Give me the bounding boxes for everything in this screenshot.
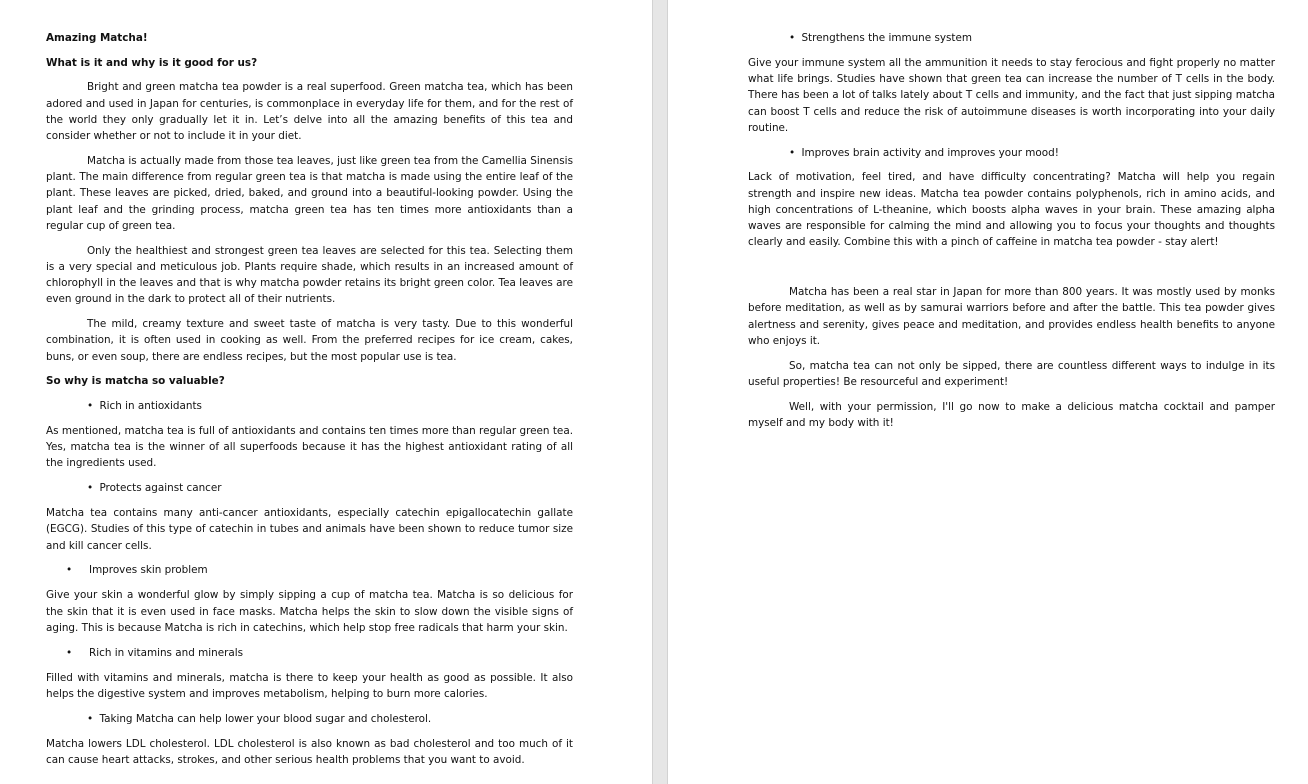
paragraph-taste: The mild, creamy texture and sweet taste of matcha is very tasty. Due to this wonderful combination, it is often used in cooking as well. From the preferred recipes for ice cream, cakes, buns, or even soup, there are endless recipes, but the most popular use is tea. [46,318,573,363]
bullet-text: Improves brain activity and improves your mood! [801,146,1059,159]
bullet-icon: • [789,32,796,44]
bullet-item-blood-sugar [46,711,573,727]
bullet-icon: • [66,646,73,659]
bullet-item-antioxidants [46,398,573,414]
bullet-text: Taking Matcha can help lower your blood sugar and cholesterol. [99,712,432,725]
document-page-left[interactable] [0,0,652,784]
paragraph-cancer: Matcha tea contains many anti-cancer antioxidants, especially catechin epigallocatechin gallate (EGCG). Studies of this type of catechin in tubes and animals have been shown to reduce tumor size and kill cancer cells. [46,507,573,552]
page-gap-divider [652,0,668,784]
page-right-text-column[interactable] [748,30,1275,440]
paragraph-intro: Bright and green matcha tea powder is a real superfood. Green matcha tea, which has been adored and used in Japan for centuries, is commonplace in everyday life for them, and for the rest of the world they only gradually let it in. Let’s delve into all the amazing benefits of this tea and consider whether or not to include it in your diet. [46,81,573,143]
paragraph-cholesterol: Matcha lowers LDL cholesterol. LDL cholesterol is also known as bad cholesterol and too much of it can cause heart attacks, strokes, and other serious health problems that you want to avoid. [46,737,573,766]
document-page-right[interactable] [668,0,1308,784]
paragraph-ways-to-use: So, matcha tea can not only be sipped, there are countless different ways to indulge in its useful properties! Be resourceful and experiment! [748,359,1275,388]
page-left-text-column[interactable] [46,30,573,777]
section-heading-what-is-it: What is it and why is it good for us? [46,56,258,69]
paragraph-antioxidants: As mentioned, matcha tea is full of antioxidants and contains ten times more than regular green tea. Yes, matcha tea is the winner of all superfoods because it has the highest antioxidant rating of all the ingredients used. [46,425,573,470]
paragraph-immune: Give your immune system all the ammunition it needs to stay ferocious and fight properly no matter what life brings. Studies have shown that green tea can increase the number of T cells in the body. There has been a lot of talks lately about T cells and immunity, and the fact that just sipping matcha can boost T cells and reduce the risk of autoimmune diseases is worth incorporating into your daily routine. [748,56,1275,134]
paragraph-history: Matcha has been a real star in Japan for more than 800 years. It was mostly used by monks before meditation, as well as by samurai warriors before and after the battle. This tea powder gives alertness and serenity, gives peace and meditation, and provides endless health benefits to anyone who enjoys it. [748,286,1275,347]
empty-line [748,259,1275,284]
paragraph-brain: Lack of motivation, feel tired, and have difficulty concentrating? Matcha will help you regain strength and inspire new ideas. Matcha tea powder contains polyphenols, rich in amino acids, and high concentrations of L-theanine, which boosts alpha waves in your brain. These amazing alpha waves are responsible for calming the mind and allowing you to focus your thoughts and thoughts clearly and easily. Combine this with a pinch of caffeine in matcha tea powder - stay alert! [748,171,1275,249]
paragraph-skin: Give your skin a wonderful glow by simply sipping a cup of matcha tea. Matcha is so delicious for the skin that it is even used in face masks. Matcha helps the skin to slow down the visible signs of aging. This is because Matcha is rich in catechins, which help stop free radicals that harm your skin. [46,589,573,634]
bullet-icon: • [789,146,796,159]
paragraph-closing: Well, with your permission, I'll go now to make a delicious matcha cocktail and pamper myself and my body with it! [748,400,1275,429]
bullet-item-immune [748,30,1275,46]
bullet-icon: • [87,400,94,413]
bullet-text: Protects against cancer [99,482,222,495]
bullet-text: Rich in vitamins and minerals [89,646,244,659]
paragraph-made-from: Matcha is actually made from those tea leaves, just like green tea from the Camellia Sinensis plant. The main difference from regular green tea is that matcha is made using the entire leaf of the plant. These leaves are picked, dried, baked, and ground into a beautiful-looking powder. Using the plant leaf and the grinding process, matcha green tea has ten times more antioxidants than a regular cup of green tea. [46,154,573,232]
bullet-item-cancer [46,480,573,496]
bullet-text: Rich in antioxidants [99,400,202,413]
document-title: Amazing Matcha! [46,32,148,44]
bullet-icon: • [87,712,94,725]
bullet-text: Improves skin problem [89,564,208,577]
bullet-item-vitamins [46,645,573,661]
bullet-item-skin [46,562,573,578]
paragraph-vitamins: Filled with vitamins and minerals, matcha is there to keep your health as good as possible. It also helps the digestive system and improves metabolism, helping to burn more calories. [46,671,573,700]
section-heading-why-valuable: So why is matcha so valuable? [46,375,225,388]
bullet-icon: • [66,564,73,577]
bullet-item-brain [748,145,1275,161]
bullet-icon: • [87,482,94,495]
paragraph-selection: Only the healthiest and strongest green tea leaves are selected for this tea. Selecting them is a very special and meticulous job. Plants require shade, which results in an increased amount of chlorophyll in the leaves and that is why matcha powder retains its bright green color. Tea leaves are even ground in the dark to protect all of their nutrients. [46,244,573,306]
bullet-text: Strengthens the immune system [801,32,973,44]
